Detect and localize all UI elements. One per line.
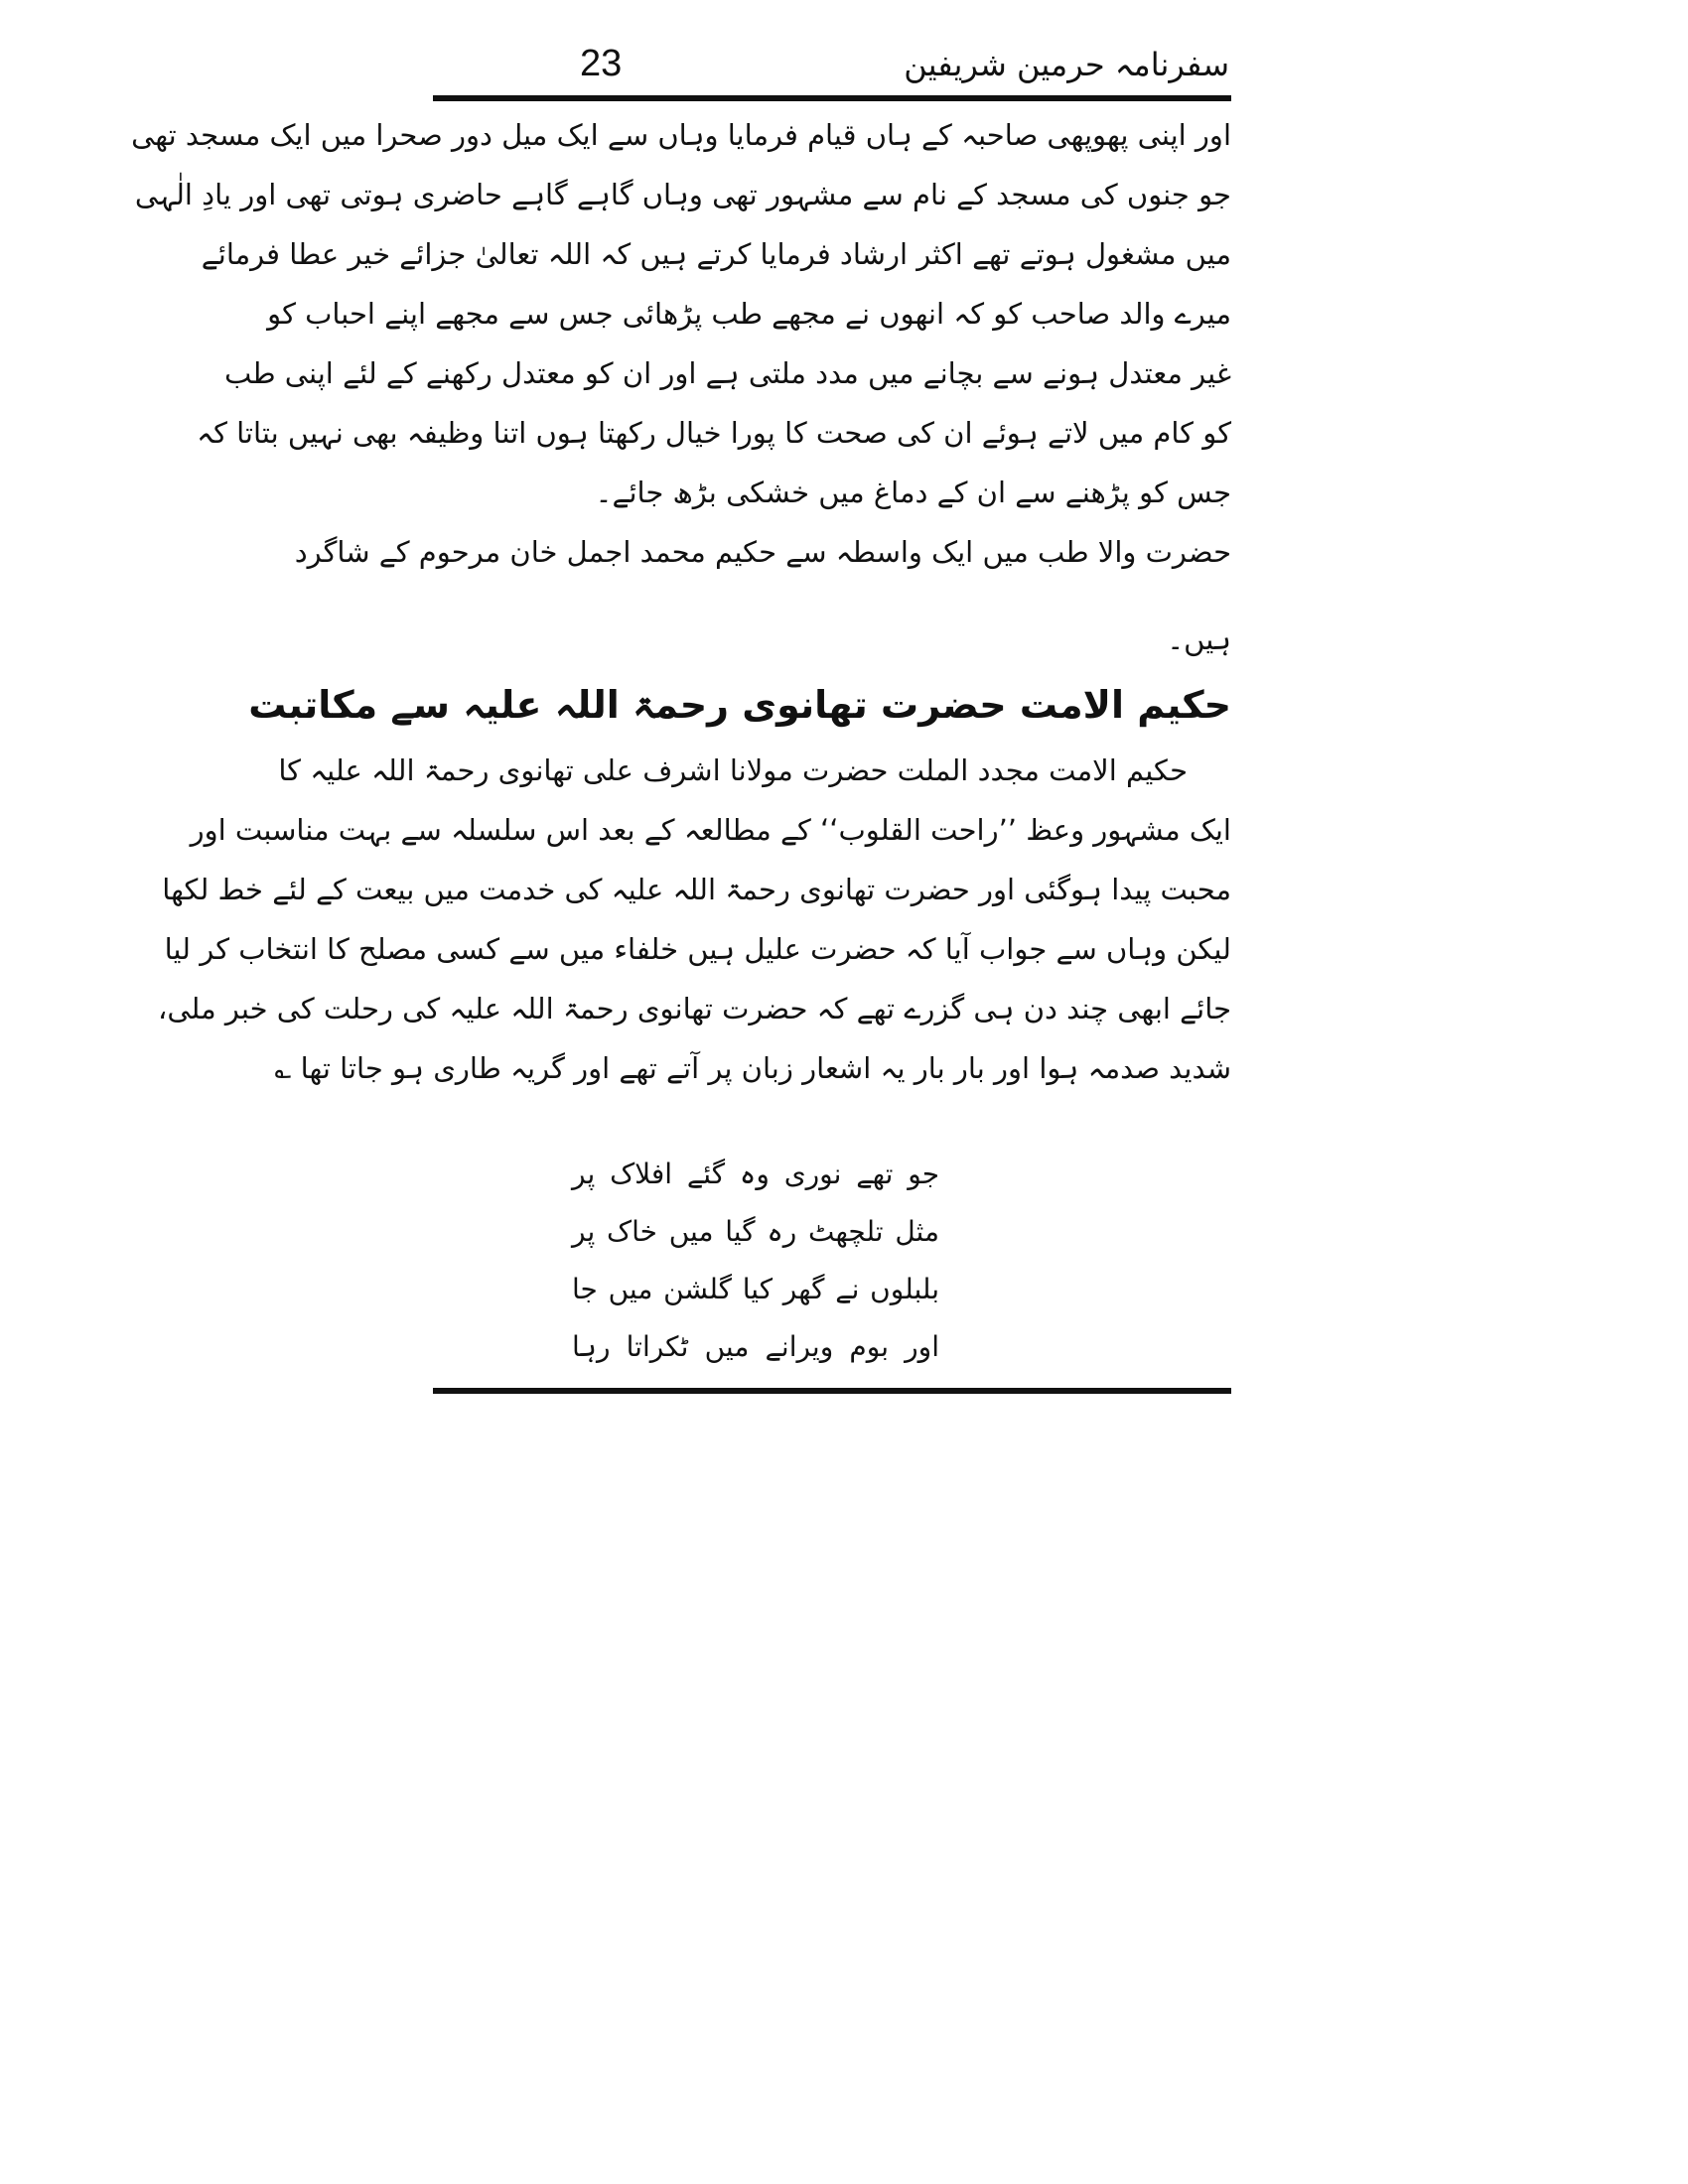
paragraph-3-line-1: حکیم الامت مجدد الملت حضرت مولانا اشرف علی تھانوی رحمۃ اللہ علیہ کا	[278, 753, 1188, 787]
paragraph-1-line-1: اور اپنی پھوپھی صاحبہ کے ہاں قیام فرمایا وہاں سے ایک میل دور صحرا میں ایک مسجد تھی	[131, 118, 1231, 152]
paragraph-3-line-6: شدید صدمہ ہوا اور بار بار یہ اشعار زبان پر آتے تھے اور گریہ طاری ہو جاتا تھا ؎	[274, 1051, 1231, 1085]
book-title: سفرنامہ حرمین شریفین	[904, 46, 1229, 83]
paragraph-3-line-3: محبت پیدا ہوگئی اور حضرت تھانوی رحمۃ اللہ علیہ کی خدمت میں بیعت کے لئے خط لکھا	[162, 873, 1231, 906]
paragraph-1-line-6: کو کام میں لاتے ہوئے ان کی صحت کا پورا خیال رکھتا ہوں اتنا وظیفہ بھی نہیں بتاتا کہ	[197, 416, 1231, 450]
body-text	[131, 105, 1231, 1098]
paragraph-1-line-3: میں مشغول ہوتے تھے اکثر ارشاد فرمایا کرتے ہیں کہ اللہ تعالیٰ جزائے خیر عطا فرمائے	[201, 237, 1231, 271]
paragraph-1-line-5: غیر معتدل ہونے سے بچانے میں مدد ملتی ہے اور ان کو معتدل رکھنے کے لئے اپنی طب	[224, 356, 1231, 390]
page-number: 23	[580, 43, 623, 84]
page-header	[433, 36, 1231, 97]
section-heading: حکیم الامت حضرت تھانوی رحمۃ اللہ علیہ سے مکاتبت	[248, 683, 1231, 727]
poem-line-4: اور بوم ویرانے میں ٹکراتا رہا	[572, 1330, 939, 1363]
paragraph-1-line-2: جو جنوں کی مسجد کے نام سے مشہور تھی وہاں گاہے گاہے حاضری ہوتی تھی اور یادِ الٰہی	[134, 178, 1231, 211]
poem-line-3: بلبلوں نے گھر کیا گلشن میں جا	[572, 1273, 939, 1305]
poem-line-1: جو تھے نوری وہ گئے افلاک پر	[572, 1158, 939, 1190]
paragraph-2-line-1: حضرت والا طب میں ایک واسطہ سے حکیم محمد اجمل خان مرحوم کے شاگرد	[294, 535, 1231, 569]
paragraph-1-line-4: میرے والد صاحب کو کہ انھوں نے مجھے طب پڑھائی جس سے مجھے اپنے احباب کو	[267, 297, 1231, 331]
header-rule	[433, 95, 1231, 101]
paragraph-1-line-7: جس کو پڑھنے سے ان کے دماغ میں خشکی بڑھ جائے۔	[595, 476, 1231, 509]
paragraph-3-line-2: ایک مشہور وعظ ’’راحت القلوب‘‘ کے مطالعہ کے بعد اس سلسلہ سے بہت مناسبت اور	[190, 813, 1231, 847]
poem	[572, 1146, 939, 1376]
footer-rule	[433, 1388, 1231, 1394]
poem-line-2: مثل تلچھٹ رہ گیا میں خاک پر	[572, 1215, 939, 1248]
paragraph-2-line-2: ہیں۔	[1167, 622, 1231, 656]
book-page	[131, 36, 1231, 1406]
paragraph-3-line-4: لیکن وہاں سے جواب آیا کہ حضرت علیل ہیں خلفاء میں سے کسی مصلح کا انتخاب کر لیا	[164, 932, 1231, 966]
paragraph-3-line-5: جائے ابھی چند دن ہی گزرے تھے کہ حضرت تھانوی رحمۃ اللہ علیہ کی رحلت کی خبر ملی،	[157, 992, 1231, 1025]
